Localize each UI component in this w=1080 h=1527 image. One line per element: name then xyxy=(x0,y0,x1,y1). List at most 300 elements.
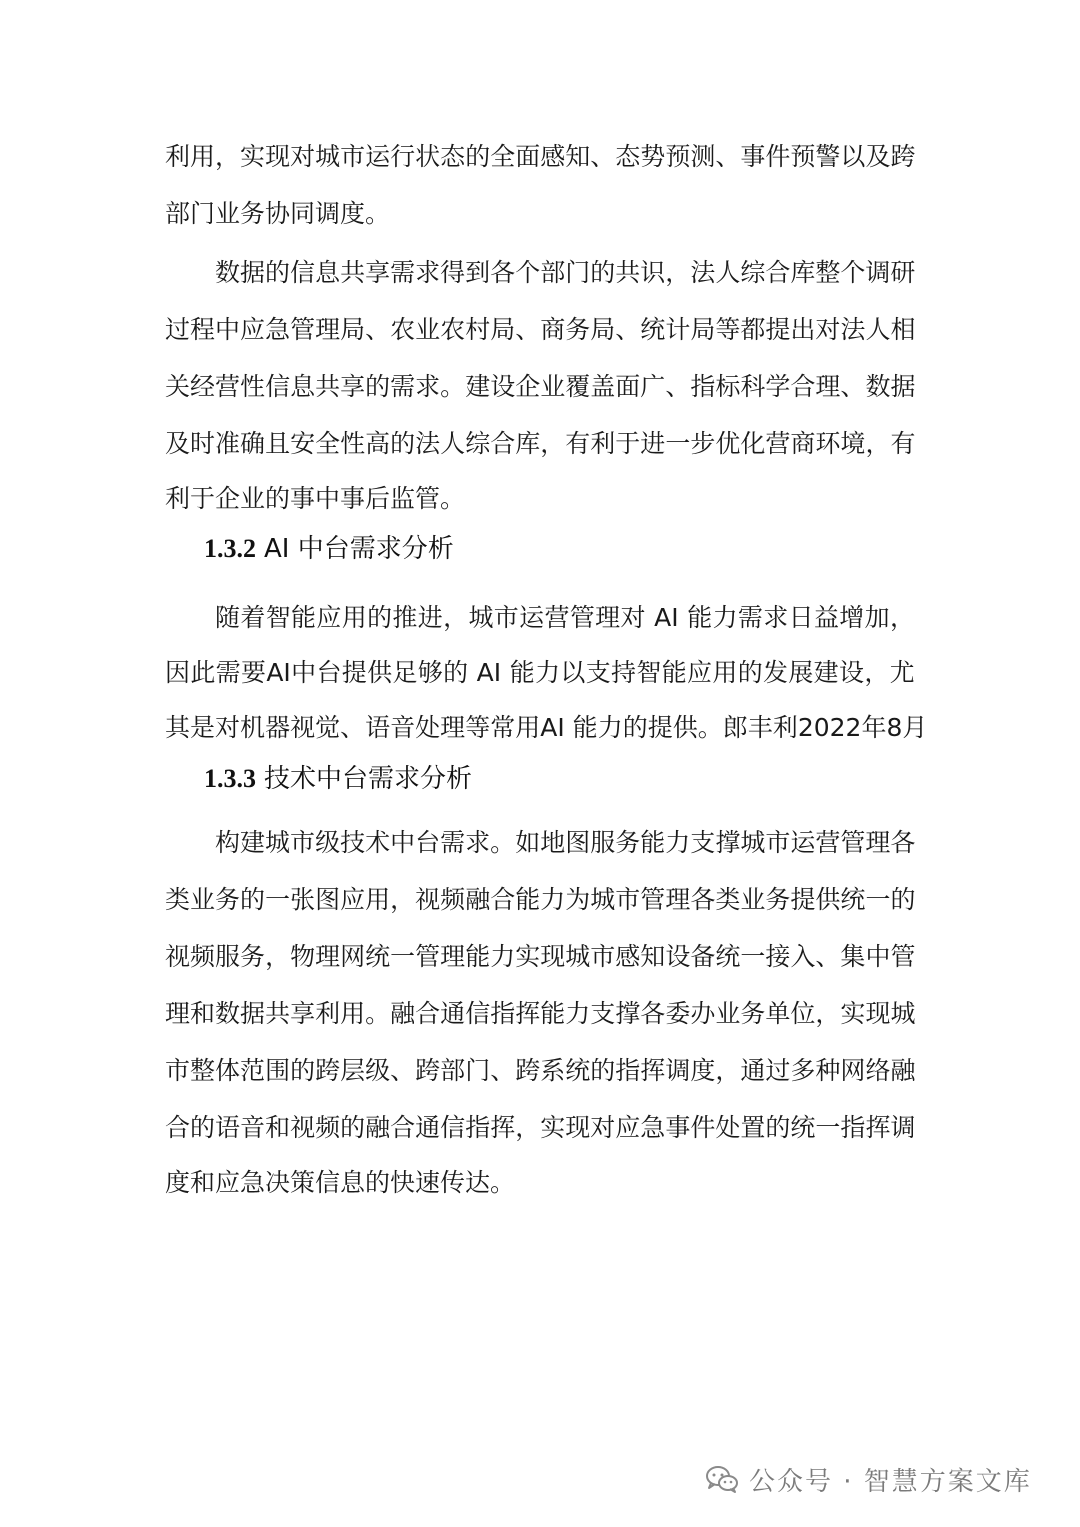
glyph: 要 xyxy=(240,658,266,687)
glyph: ， xyxy=(715,1056,741,1085)
glyph: 法 xyxy=(690,258,716,287)
glyph: 等 xyxy=(465,713,491,742)
glyph: 商 xyxy=(790,429,816,458)
glyph: 优 xyxy=(715,429,741,458)
glyph: 法 xyxy=(840,315,866,344)
glyph: 提 xyxy=(647,713,673,742)
glyph: 跨 xyxy=(515,1056,541,1085)
glyph: 以 xyxy=(840,142,866,171)
glyph: 人 xyxy=(865,315,891,344)
glyph: 的 xyxy=(443,658,469,687)
glyph: 、 xyxy=(340,713,366,742)
glyph: 层 xyxy=(340,1056,366,1085)
glyph: 语 xyxy=(365,713,391,742)
glyph xyxy=(565,712,573,744)
glyph: 音 xyxy=(390,713,416,742)
paragraph-line: 度和应急决策信息的快速传达。 xyxy=(165,1168,516,1197)
glyph: 视 xyxy=(165,942,191,971)
glyph: 图 xyxy=(315,885,341,914)
glyph: 发 xyxy=(763,658,789,687)
glyph: 城 xyxy=(890,999,916,1028)
glyph: 合 xyxy=(415,999,441,1028)
glyph: 运 xyxy=(519,603,545,632)
glyph: 广 xyxy=(640,372,666,401)
glyph: 理 xyxy=(440,942,466,971)
glyph: 以 xyxy=(560,658,586,687)
glyph: 相 xyxy=(890,315,916,344)
glyph: 部 xyxy=(540,258,566,287)
glyph: 得 xyxy=(440,258,466,287)
glyph: 件 xyxy=(690,1113,716,1142)
glyph: 到 xyxy=(465,258,491,287)
glyph: 合 xyxy=(390,1113,416,1142)
glyph: 事 xyxy=(740,142,766,171)
glyph: 的 xyxy=(390,429,416,458)
paragraph-line xyxy=(0,257,915,289)
glyph: ， xyxy=(889,603,915,632)
glyph: 月 xyxy=(902,713,928,742)
glyph: 系 xyxy=(540,1056,566,1085)
glyph: 知 xyxy=(565,142,591,171)
glyph: 覆 xyxy=(565,372,591,401)
glyph: 的 xyxy=(367,603,393,632)
glyph: 跨 xyxy=(415,1056,441,1085)
glyph: 合 xyxy=(490,885,516,914)
glyph: 一 xyxy=(265,885,291,914)
glyph: 共 xyxy=(315,372,341,401)
glyph: 足 xyxy=(392,658,418,687)
glyph: 进 xyxy=(417,603,443,632)
glyph: 共 xyxy=(615,258,641,287)
glyph: 的 xyxy=(765,1113,791,1142)
glyph: 供 xyxy=(367,658,393,687)
glyph: 撑 xyxy=(615,999,641,1028)
glyph: 随 xyxy=(215,603,241,632)
glyph: 市 xyxy=(590,942,616,971)
glyph: 合 xyxy=(765,258,791,287)
glyph: AI xyxy=(476,658,502,687)
paragraph-line xyxy=(0,941,915,973)
glyph: 农 xyxy=(440,315,466,344)
glyph: 的 xyxy=(890,885,916,914)
glyph: 门 xyxy=(565,258,591,287)
glyph: 研 xyxy=(890,258,916,287)
glyph: 办 xyxy=(690,999,716,1028)
glyph: 处 xyxy=(415,713,441,742)
glyph: 理 xyxy=(315,942,341,971)
glyph: 台 xyxy=(415,828,441,857)
glyph: ， xyxy=(540,429,566,458)
glyph: 学 xyxy=(765,372,791,401)
glyph: 及 xyxy=(165,429,191,458)
glyph: 视 xyxy=(290,1113,316,1142)
glyph: 指 xyxy=(840,1113,866,1142)
glyph: 能 xyxy=(540,999,566,1028)
glyph: 业 xyxy=(740,885,766,914)
glyph: 市 xyxy=(290,828,316,857)
glyph: 门 xyxy=(465,1056,491,1085)
glyph: 市 xyxy=(615,885,641,914)
glyph: 过 xyxy=(165,315,191,344)
glyph: 够 xyxy=(417,658,443,687)
glyph: 全 xyxy=(490,142,516,171)
glyph: 且 xyxy=(265,429,291,458)
glyph: 运 xyxy=(365,142,391,171)
paragraph-line xyxy=(0,141,915,173)
glyph: 日 xyxy=(788,603,814,632)
glyph: 觉 xyxy=(315,713,341,742)
glyph: 委 xyxy=(665,999,691,1028)
glyph: 性 xyxy=(240,372,266,401)
glyph: 应 xyxy=(340,885,366,914)
glyph: 融 xyxy=(465,885,491,914)
glyph: 年 xyxy=(861,713,887,742)
glyph: 现 xyxy=(865,999,891,1028)
glyph: 能 xyxy=(640,828,666,857)
glyph: 应 xyxy=(316,603,342,632)
heading-number: 1.3.2 xyxy=(204,534,256,563)
glyph: 村 xyxy=(465,315,491,344)
glyph: 服 xyxy=(590,828,616,857)
glyph: 城 xyxy=(740,828,766,857)
glyph: 势 xyxy=(640,142,666,171)
glyph: 设 xyxy=(490,372,516,401)
glyph: 环 xyxy=(815,429,841,458)
glyph: 视 xyxy=(290,713,316,742)
glyph: 理 xyxy=(665,885,691,914)
glyph: 。 xyxy=(365,999,391,1028)
glyph: 通 xyxy=(415,1113,441,1142)
glyph: 力 xyxy=(665,828,691,857)
paragraph-line xyxy=(0,428,915,460)
glyph: 于 xyxy=(615,429,641,458)
glyph: 安 xyxy=(290,429,316,458)
glyph: 合 xyxy=(165,1113,191,1142)
glyph: 挥 xyxy=(515,999,541,1028)
glyph: 业 xyxy=(715,999,741,1028)
glyph: 统 xyxy=(790,1113,816,1142)
glyph: 实 xyxy=(840,999,866,1028)
glyph: 利 xyxy=(772,713,798,742)
glyph: AI xyxy=(540,713,565,742)
glyph: 一 xyxy=(390,942,416,971)
glyph: 台 xyxy=(316,658,342,687)
glyph: 挥 xyxy=(640,1056,666,1085)
glyph: 程 xyxy=(190,315,216,344)
glyph: 。 xyxy=(440,372,466,401)
glyph: 个 xyxy=(840,258,866,287)
glyph: 商 xyxy=(540,315,566,344)
glyph: 对 xyxy=(590,1113,616,1142)
glyph: 术 xyxy=(365,828,391,857)
glyph: 多 xyxy=(790,1056,816,1085)
glyph: 业 xyxy=(540,372,566,401)
glyph: 、 xyxy=(490,1056,516,1085)
glyph: 能 xyxy=(509,658,535,687)
glyph: 营 xyxy=(544,603,570,632)
glyph: 营 xyxy=(815,828,841,857)
glyph: 常 xyxy=(490,713,516,742)
glyph: 出 xyxy=(790,315,816,344)
glyph: 着 xyxy=(240,603,266,632)
glyph: 有 xyxy=(890,429,916,458)
glyph: 用 xyxy=(341,603,367,632)
glyph xyxy=(468,657,476,689)
glyph: 中 xyxy=(865,942,891,971)
glyph: 中 xyxy=(215,315,241,344)
glyph: 息 xyxy=(290,372,316,401)
glyph: 建 xyxy=(240,828,266,857)
glyph: 合 xyxy=(490,429,516,458)
glyph: 通 xyxy=(440,999,466,1028)
glyph: 、 xyxy=(590,142,616,171)
glyph: 的 xyxy=(365,372,391,401)
glyph: 的 xyxy=(290,1056,316,1085)
glyph: 围 xyxy=(265,1056,291,1085)
glyph: 张 xyxy=(290,885,316,914)
glyph: 频 xyxy=(440,885,466,914)
glyph: 的 xyxy=(340,1113,366,1142)
glyph: 通 xyxy=(740,1056,766,1085)
glyph: 统 xyxy=(565,1056,591,1085)
glyph: 求 xyxy=(763,603,789,632)
glyph: 因 xyxy=(165,658,191,687)
glyph: 物 xyxy=(290,942,316,971)
glyph: 据 xyxy=(890,372,916,401)
glyph: 局 xyxy=(590,315,616,344)
glyph: 地 xyxy=(540,828,566,857)
glyph: 人 xyxy=(440,429,466,458)
glyph: 综 xyxy=(465,429,491,458)
glyph: 力 xyxy=(597,713,623,742)
glyph: 范 xyxy=(240,1056,266,1085)
glyph: 据 xyxy=(240,258,266,287)
glyph: 设 xyxy=(665,942,691,971)
glyph: 管 xyxy=(569,603,595,632)
glyph: 面 xyxy=(615,372,641,401)
glyph: 求 xyxy=(415,372,441,401)
glyph: 化 xyxy=(740,429,766,458)
glyph: 提 xyxy=(790,885,816,914)
glyph: 智 xyxy=(265,603,291,632)
glyph: 此 xyxy=(190,658,216,687)
glyph: 理 xyxy=(865,828,891,857)
glyph: 8 xyxy=(886,713,903,742)
glyph: 融 xyxy=(890,1056,916,1085)
glyph: 能 xyxy=(572,713,598,742)
glyph: 享 xyxy=(290,999,316,1028)
glyph: 城 xyxy=(315,142,341,171)
glyph: 数 xyxy=(865,372,891,401)
glyph: 服 xyxy=(215,942,241,971)
glyph: 建 xyxy=(465,372,491,401)
glyph: 中 xyxy=(390,828,416,857)
glyph: 标 xyxy=(715,372,741,401)
glyph: 现 xyxy=(265,142,291,171)
glyph: 指 xyxy=(615,1056,641,1085)
glyph: 库 xyxy=(515,429,541,458)
glyph: 支 xyxy=(690,828,716,857)
glyph: 部 xyxy=(440,1056,466,1085)
glyph: 利 xyxy=(165,142,191,171)
glyph: AI xyxy=(654,603,679,632)
glyph: ， xyxy=(864,658,890,687)
glyph: 力 xyxy=(712,603,738,632)
glyph: 信 xyxy=(440,1113,466,1142)
paragraph-line xyxy=(0,657,915,689)
glyph: 信 xyxy=(465,999,491,1028)
glyph: 整 xyxy=(815,258,841,287)
glyph: 各 xyxy=(890,828,916,857)
paragraph-line xyxy=(0,1112,915,1144)
glyph: AI xyxy=(266,658,291,687)
glyph: 警 xyxy=(815,142,841,171)
glyph: 语 xyxy=(215,1113,241,1142)
glyph: 技 xyxy=(340,828,366,857)
glyph: 经 xyxy=(190,372,216,401)
glyph: 的 xyxy=(622,713,648,742)
glyph: 能 xyxy=(515,885,541,914)
glyph: 跨 xyxy=(315,1056,341,1085)
glyph xyxy=(501,657,509,689)
glyph: 器 xyxy=(265,713,291,742)
glyph: 状 xyxy=(415,142,441,171)
glyph: 、 xyxy=(515,315,541,344)
glyph: ， xyxy=(865,429,891,458)
glyph: 数 xyxy=(215,999,241,1028)
glyph: 推 xyxy=(392,603,418,632)
glyph: 供 xyxy=(815,885,841,914)
glyph: 营 xyxy=(765,429,791,458)
glyph: 利 xyxy=(590,429,616,458)
glyph: 性 xyxy=(340,429,366,458)
glyph: 准 xyxy=(215,429,241,458)
glyph: 体 xyxy=(215,1056,241,1085)
glyph: 接 xyxy=(765,942,791,971)
glyph: 级 xyxy=(365,1056,391,1085)
heading-text: 技术中台需求分析 xyxy=(264,764,473,794)
glyph: 进 xyxy=(640,429,666,458)
glyph: 人 xyxy=(715,258,741,287)
glyph: 跨 xyxy=(890,142,916,171)
glyph: 现 xyxy=(565,1113,591,1142)
glyph: 个 xyxy=(515,258,541,287)
glyph: 置 xyxy=(740,1113,766,1142)
glyph: 务 xyxy=(215,885,241,914)
glyph: 实 xyxy=(540,1113,566,1142)
glyph: 享 xyxy=(340,372,366,401)
glyph: 能 xyxy=(661,658,687,687)
glyph: 构 xyxy=(215,828,241,857)
glyph: 展 xyxy=(788,658,814,687)
glyph: 市 xyxy=(765,828,791,857)
glyph: 支 xyxy=(585,658,611,687)
glyph: 行 xyxy=(390,142,416,171)
glyph: 管 xyxy=(640,885,666,914)
glyph: 建 xyxy=(813,658,839,687)
glyph: 指 xyxy=(690,372,716,401)
watermark-text: 公众号 · 智慧方案文库 xyxy=(749,1466,1032,1497)
glyph: ， xyxy=(265,942,291,971)
glyph: 预 xyxy=(790,142,816,171)
glyph: 力 xyxy=(535,658,561,687)
glyph: 城 xyxy=(265,828,291,857)
glyph: ， xyxy=(443,603,469,632)
glyph: 理 xyxy=(815,372,841,401)
glyph: 支 xyxy=(590,999,616,1028)
glyph: 综 xyxy=(740,258,766,287)
glyph: 运 xyxy=(790,828,816,857)
glyph: 局 xyxy=(690,315,716,344)
glyph: 局 xyxy=(490,315,516,344)
glyph: 设 xyxy=(839,658,865,687)
heading-number: 1.3.3 xyxy=(204,764,256,793)
glyph: 都 xyxy=(740,315,766,344)
paragraph-line xyxy=(0,1055,915,1087)
glyph: 库 xyxy=(790,258,816,287)
glyph: 力 xyxy=(565,999,591,1028)
glyph: 力 xyxy=(490,942,516,971)
paragraph-line: 部门业务协同调度。 xyxy=(165,199,391,228)
glyph: 业 xyxy=(190,885,216,914)
wechat-icon xyxy=(705,1464,739,1494)
glyph: 能 xyxy=(687,603,713,632)
glyph: 城 xyxy=(590,885,616,914)
glyph: 、 xyxy=(715,142,741,171)
glyph: 用 xyxy=(365,885,391,914)
glyph: 种 xyxy=(815,1056,841,1085)
glyph: 城 xyxy=(468,603,494,632)
glyph: 务 xyxy=(615,828,641,857)
glyph: 统 xyxy=(840,885,866,914)
glyph: 备 xyxy=(690,942,716,971)
glyph: 统 xyxy=(365,942,391,971)
section-heading xyxy=(204,532,454,566)
glyph: 计 xyxy=(665,315,691,344)
glyph: 务 xyxy=(740,999,766,1028)
glyph: 企 xyxy=(515,372,541,401)
glyph: 过 xyxy=(765,1056,791,1085)
glyph: 网 xyxy=(840,1056,866,1085)
glyph: 指 xyxy=(490,999,516,1028)
glyph: 用 xyxy=(712,658,738,687)
glyph: 需 xyxy=(737,603,763,632)
glyph: 撑 xyxy=(715,828,741,857)
glyph: 统 xyxy=(715,942,741,971)
glyph: 知 xyxy=(640,942,666,971)
glyph: 视 xyxy=(415,885,441,914)
glyph: 的 xyxy=(590,258,616,287)
glyph: 益 xyxy=(813,603,839,632)
glyph: 尤 xyxy=(889,658,915,687)
glyph: 、 xyxy=(365,315,391,344)
glyph: 一 xyxy=(665,429,691,458)
glyph: ， xyxy=(215,142,241,171)
glyph: 对 xyxy=(620,603,646,632)
glyph: ， xyxy=(815,999,841,1028)
glyph: 信 xyxy=(265,372,291,401)
paragraph-line xyxy=(0,712,928,744)
glyph: 高 xyxy=(365,429,391,458)
glyph: 丰 xyxy=(747,713,773,742)
glyph: 等 xyxy=(715,315,741,344)
glyph: 局 xyxy=(340,315,366,344)
glyph: 能 xyxy=(465,942,491,971)
glyph: 力 xyxy=(540,885,566,914)
glyph: 一 xyxy=(740,942,766,971)
glyph: 位 xyxy=(790,999,816,1028)
glyph: 的 xyxy=(240,885,266,914)
